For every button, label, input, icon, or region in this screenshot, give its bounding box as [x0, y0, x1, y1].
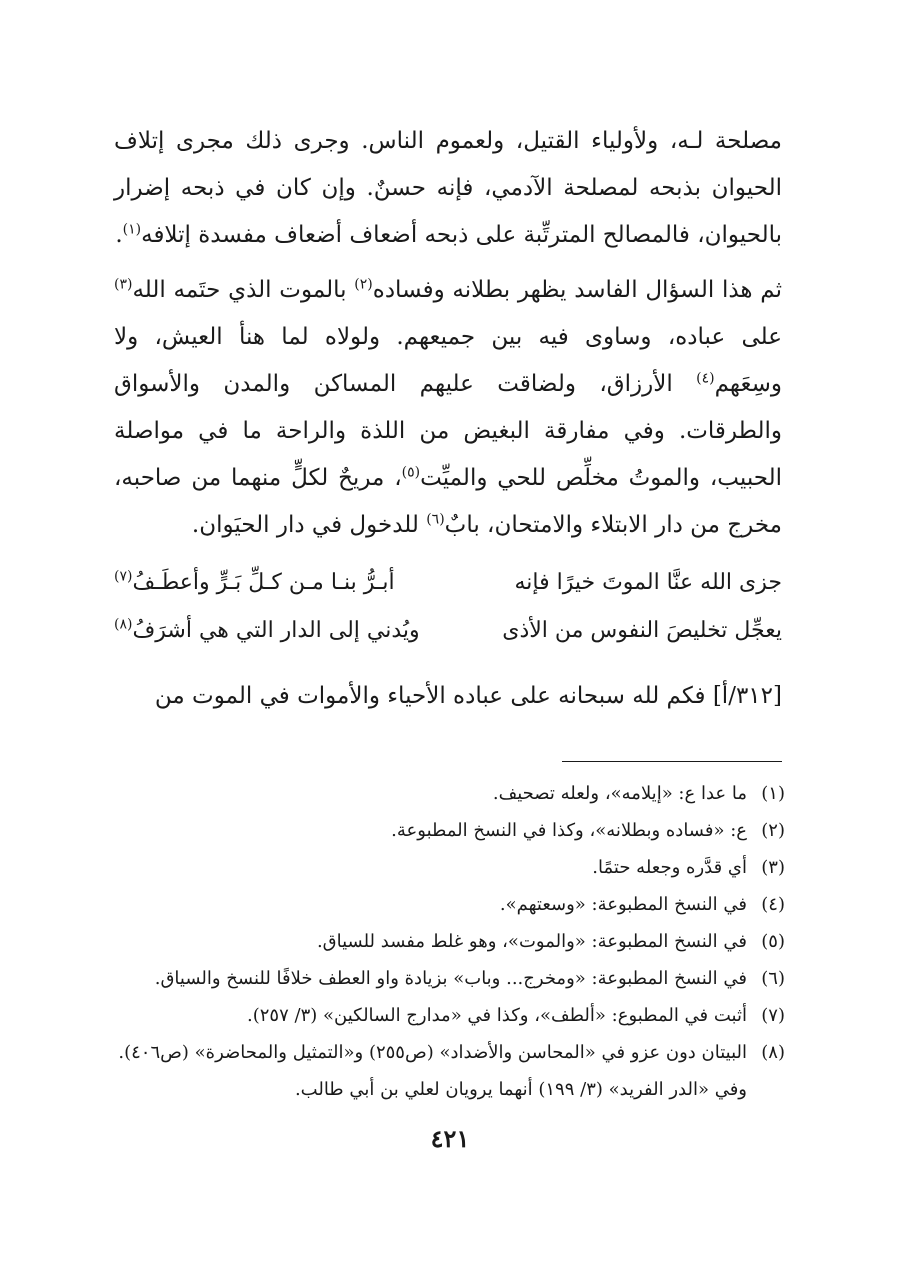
paragraph-3: [٣١٢/أ] فكم لله سبحانه على عباده الأحياء والأموات في الموت من [154, 683, 782, 709]
poem [114, 559, 782, 655]
hemistich-first: جزى الله عنَّا الموتَ خيرًا فإنه [514, 570, 782, 595]
footnote-number: (٣) [761, 857, 785, 878]
footnote-number: (٥) [761, 931, 785, 952]
footnote-divider [562, 761, 782, 762]
footnote-item [110, 849, 785, 886]
paragraph-2 [114, 267, 782, 549]
footnote-number: (٤) [761, 894, 785, 915]
footnote-marker: (٤) [696, 370, 715, 387]
footnote-marker: (٧) [114, 568, 133, 585]
footnote-marker: (٨) [114, 616, 133, 633]
footnote-number: (٦) [761, 968, 785, 989]
text-run: للدخول في دار الحيَوان. [191, 512, 427, 538]
footnote-marker: (٢) [354, 276, 373, 293]
footnote-number: (٨) [761, 1042, 785, 1063]
footnote-marker: (٣) [114, 276, 133, 293]
footnote-item [110, 775, 785, 812]
footnote-marker: (٥) [401, 464, 421, 481]
footnote-text: ما عدا ع: «إيلامه»، ولعله تصحيف. [492, 783, 747, 804]
footnote-item [110, 923, 785, 960]
hemistich-first: يعجِّل تخليصَ النفوس من الأذى [502, 618, 782, 643]
footnote-number: (٢) [761, 820, 785, 841]
text-run: الأرزاق، ولضاقت عليهم المساكن والمدن والأسواق والطرقات. وفي مفارقة البغيض من اللذة والراحة ما في مواصلة الحبيب، والموتُ مخلِّص للحي والميِّت [114, 371, 783, 491]
footnote-text: في النسخ المطبوعة: «ومخرج... وباب» بزيادة واو العطف خلافًا للنسخ والسياق. [154, 968, 747, 989]
poem-verse-1 [114, 559, 782, 607]
footnote-item [110, 997, 785, 1034]
poem-verse-2 [114, 607, 782, 655]
footnote-text: في النسخ المطبوعة: «والموت»، وهو غلط مفسد للسياق. [316, 931, 747, 952]
footnote-text: ع: «فساده وبطلانه»، وكذا في النسخ المطبوعة. [391, 820, 747, 841]
paragraph-1 [114, 118, 782, 259]
text-run: . [115, 222, 123, 248]
footnote-item [110, 886, 785, 923]
hemistich-text: أبـرُّ بنـا مـن كـلِّ بَـرٍّ وأعطَـفُ [132, 570, 395, 595]
footnote-number: (٧) [761, 1005, 785, 1026]
footnote-marker: (٦) [426, 511, 445, 528]
hemistich-text: ويُدني إلى الدار التي هي أشرَفُ [132, 618, 420, 643]
footnote-item [110, 812, 785, 849]
main-text [114, 118, 782, 720]
hemistich-second [114, 607, 441, 655]
footnote-text: في النسخ المطبوعة: «وسعتهم». [499, 894, 747, 915]
footnote-text: أي قدَّره وجعله حتمًا. [592, 857, 747, 878]
hemistich-second [114, 559, 441, 607]
footnote-text: أثبت في المطبوع: «ألطف»، وكذا في «مدارج السالكين» (٣/ ٢٥٧). [247, 1005, 747, 1026]
footnote-text: البيتان دون عزو في «المحاسن والأضداد» (ص٢٥٥) و«التمثيل والمحاضرة» (ص٤٠٦). وفي «الدر الفريد» (٣/ ١٩٩) أنهما يرويان لعلي بن أبي طالب. [118, 1042, 747, 1100]
text-run: على عباده، وساوى فيه بين جميعهم. ولولاه لما هنأ العيش، ولا وسِعَهم [114, 324, 782, 397]
footnote-item [110, 960, 785, 997]
text-run: مصلحة لـه، ولأولياء القتيل، ولعموم الناس. وجرى ذلك مجرى إتلاف الحيوان بذبحه لمصلحة الآدمي، فإنه حسنٌ. وإن كان في ذبحه إضرار بالحيوان، فالمصالح المترتِّبة على ذبحه أضعاف أضعاف مفسدة إتلافه [114, 128, 782, 248]
page-number: ٤٢١ [430, 1124, 470, 1153]
text-run: ثم هذا السؤال الفاسد يظهر بطلانه وفساده [372, 277, 782, 303]
footnote-marker: (١) [122, 221, 142, 238]
text-run: ، مريحٌ لكلٍّ منهما من صاحبه، مخرج من دار الابتلاء والامتحان، بابٌ [114, 465, 782, 538]
text-run: بالموت الذي حتَمه الله [132, 277, 355, 303]
footnote-number: (١) [761, 783, 785, 804]
footnote-item [110, 1034, 785, 1108]
footnotes [110, 775, 785, 1108]
